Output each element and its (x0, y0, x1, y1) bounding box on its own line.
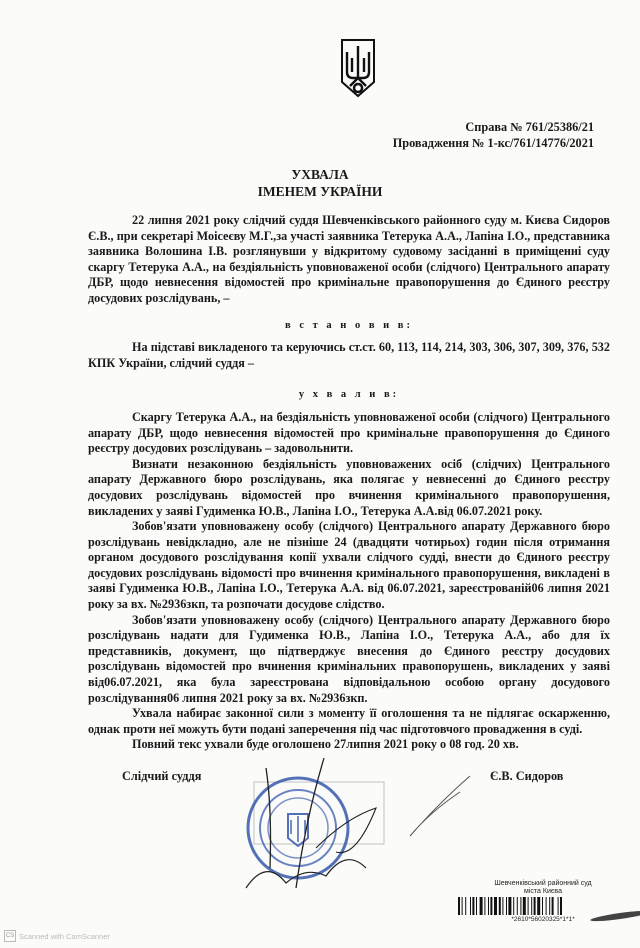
intro-paragraph: 22 липня 2021 року слідчий суддя Шевченківського районного суду м. Києва Сидоров Є.В., при секретарі Моісеєву М.Г.,за участі заявника Тетерука А.А., Лапіна І.О., представника заявника Волошина І.В. розглянувши у відкритому судовому засіданні в приміщенні суду скаргу Тетерука А.А., на бездіяльність уповноваженої особи (слідчого) Центрального апарату ДБР, щодо невнесення відомостей про кримінальне правопорушення до Єдиного реєстру досудових розслідувань, – (88, 213, 610, 305)
scanner-watermark (4, 930, 110, 942)
proceeding-number: Провадження № 1-кс/761/14776/2021 (392, 136, 594, 150)
signature-name: Є.В. Сидоров (490, 769, 564, 783)
document-body (88, 213, 610, 753)
case-number: Справа № 761/25386/21 (465, 120, 594, 134)
barcode-bars (458, 897, 628, 915)
document-title-block (0, 166, 640, 200)
case-info (393, 119, 594, 151)
ruling-paragraph: Ухвала набирає законної сили з моменту її оголошення та не підлягає оскарженню, однак проти неї можуть бути подані заперечення під час підготовчого провадження в суді. (88, 706, 610, 736)
signature-role: Слідчий суддя (122, 769, 202, 783)
section-ruled-heading: у х в а л и в: (298, 389, 400, 401)
ukraine-trident-emblem-icon (340, 38, 376, 98)
document-title: УХВАЛА (291, 167, 349, 182)
section-established-heading: в с т а н о в и в: (285, 319, 413, 331)
ruling-paragraph: Скаргу Тетерука А.А., на бездіяльність уповноваженої особи (слідчого) Центрального апарату ДБР, щодо невнесення відомостей про кримінальне правопорушення до Єдиного реєстру досудових розслідувань – задовольнити. (88, 409, 610, 456)
ruling-paragraph: Зобов'язати уповноважену особу (слідчого) Центрального апарату Державного бюро розслідувань невідкладно, але не пізніше 24 (двадцяти чотирьох) годин після отримання органом досудового розслідування копії ухвали слідчого судді, внести до Єдиного реєстру досудових розслідувань відомості про вчинення кримінального правопорушення, викладені в заяві Гудименка Ю.В., Лапіна І.О., Тетерука А.А. від 06.07.2021, зареєстрованій06 липня 2021 року за вх. №2936зкп, та розпочати досудове слідство. (88, 519, 610, 612)
barcode-label-line2: міста Києва (524, 888, 562, 895)
barcode-number: *2610*56020325*1*1* (511, 916, 575, 923)
court-seal-stamp-icon (236, 748, 386, 898)
ruling-paragraph: Визнати незаконною бездіяльність уповноважених осіб (слідчих) Центрального апарату Державного бюро розслідувань, яка полягає у невнесенні до Єдиного реєстру досудових розслідувань відомостей про вчинення кримінального правопорушення, викладених у заяві Гудименка Ю.В., Лапіна І.О., Тетерука А.А.від 06.07.2021 року. (88, 456, 610, 518)
barcode-label-line1: Шевченківський районний суд (494, 880, 592, 887)
document-subtitle: ІМЕНЕМ УКРАЇНИ (257, 184, 383, 199)
ruling-paragraph: Зобов'язати уповноважену особу (слідчого) Центрального апарату Державного бюро розслідувань надати для Гудименка Ю.В., Лапіна І.О., Тетерука А.А., або для їх представників, документ, що підтверджує внесення до Єдиного реєстру досудових розслідувань відомостей про вчинення кримінальних правопорушень, викладених у заяві від06.07.2021, яка була зареєстрована відповідальною особою органу досудового розслідування06 липня 2021 року за вх. №2936зкп. (88, 612, 610, 705)
scanner-text: Scanned with CamScanner (19, 931, 110, 941)
signature-scribble-icon (400, 772, 480, 842)
camscanner-icon: CS (4, 930, 16, 942)
ruling-paragraph: Повний текс ухвали буде оголошено 27липня 2021 року о 08 год. 20 хв. (132, 737, 519, 752)
established-paragraph: На підставі викладеного та керуючись ст.ст. 60, 113, 114, 214, 303, 306, 307, 309, 376, 532 КПК України, слідчий суддя – (88, 340, 610, 370)
